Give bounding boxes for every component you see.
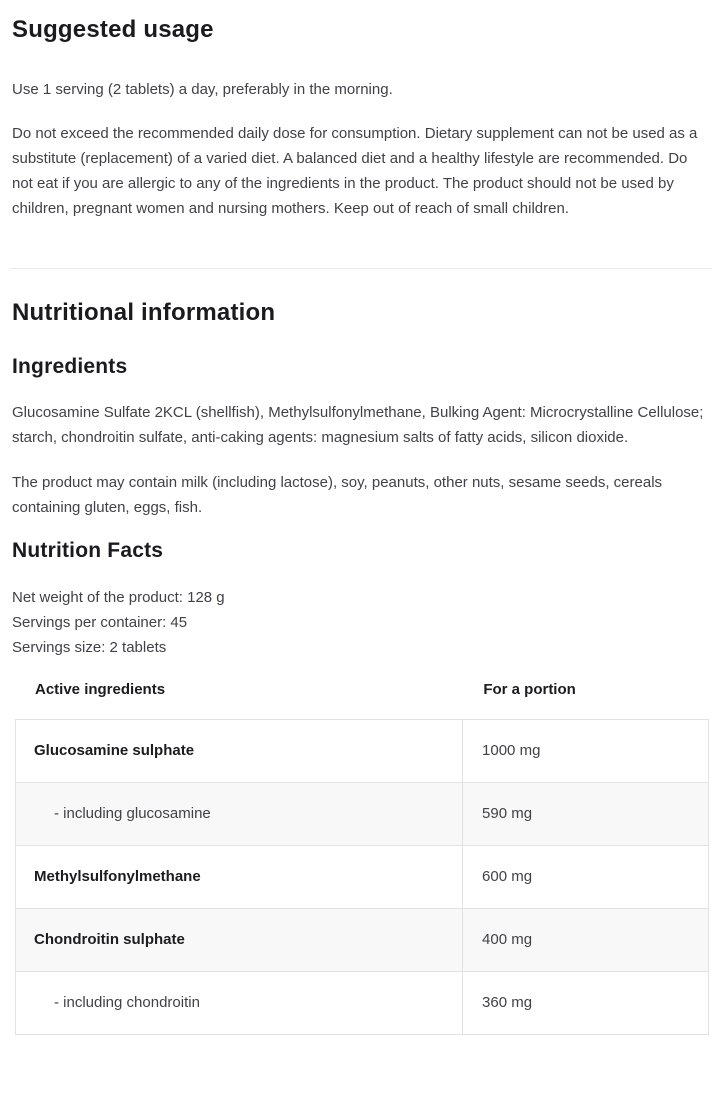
ingredient-name-cell: - including glucosamine (16, 783, 463, 845)
ingredient-name-cell: Glucosamine sulphate (16, 720, 463, 782)
ingredients-composition-text: Glucosamine Sulfate 2KCL (shellfish), Methylsulfonylmethane, Bulking Agent: Microcrystalline Cellulose; starch, chondroitin sulfate, anti-caking agents: magnesium salts of fatty acids, silicon dioxide. (12, 404, 704, 446)
active-ingredients-table-wrap (15, 677, 709, 1035)
table-row (16, 846, 708, 909)
usage-warning-text: Do not exceed the recommended daily dose for consumption. Dietary supplement can not be used as a substitute (replacement) of a varied diet. A balanced diet and a healthy lifestyle are recommended. Do not eat if you are allergic to any of the ingredients in the product. The product should not be used by children, pregnant women and nursing mothers. Keep out of reach of small children. (12, 125, 698, 217)
column-header-for-a-portion: For a portion (483, 681, 576, 698)
ingredient-amount-cell: 360 mg (482, 994, 533, 1011)
table-header-row (15, 677, 709, 702)
servings-size-text: Servings size: 2 tablets (12, 639, 167, 656)
column-header-active-ingredients: Active ingredients (35, 681, 166, 698)
ingredient-amount-cell: 1000 mg (482, 742, 541, 759)
ingredient-name-cell: Chondroitin sulphate (16, 909, 463, 971)
section-divider (10, 268, 712, 269)
ingredient-amount-cell: 590 mg (482, 805, 533, 822)
servings-per-container-text: Servings per container: 45 (12, 614, 188, 631)
nutrition-facts-title: Nutrition Facts (12, 539, 164, 562)
table-row (16, 720, 708, 783)
active-ingredients-table (15, 719, 709, 1035)
net-weight-text: Net weight of the product: 128 g (12, 589, 225, 606)
table-row (16, 909, 708, 972)
table-row (16, 972, 708, 1034)
ingredient-name-cell: - including chondroitin (16, 972, 463, 1034)
suggested-usage-title: Suggested usage (12, 16, 214, 43)
ingredients-title: Ingredients (12, 355, 128, 378)
ingredient-name-cell: Methylsulfonylmethane (16, 846, 463, 908)
nutritional-information-section (12, 299, 710, 1035)
table-row (16, 783, 708, 846)
allergen-warning-text: The product may contain milk (including lactose), soy, peanuts, other nuts, sesame seeds, cereals containing gluten, eggs, fish. (12, 474, 663, 516)
ingredient-amount-cell: 400 mg (482, 931, 533, 948)
usage-serving-text: Use 1 serving (2 tablets) a day, preferably in the morning. (12, 81, 393, 98)
suggested-usage-section (12, 16, 710, 221)
ingredient-amount-cell: 600 mg (482, 868, 533, 885)
nutrition-facts-details (12, 585, 710, 660)
nutritional-information-title: Nutritional information (12, 299, 276, 326)
